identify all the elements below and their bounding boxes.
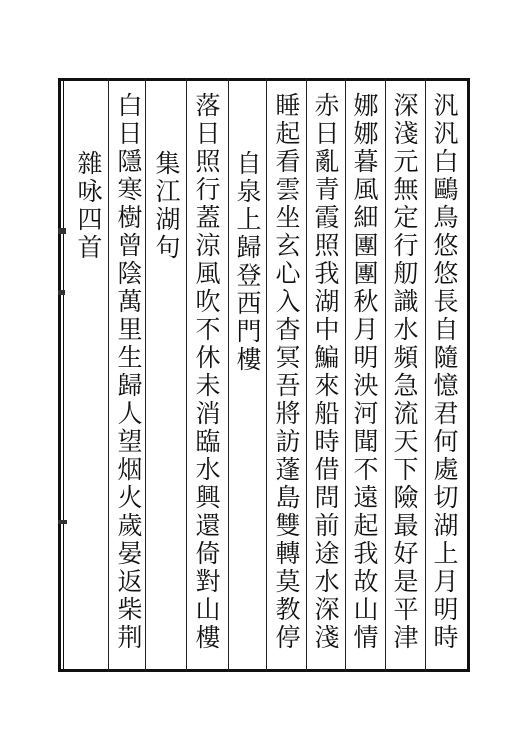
column-rule [425,78,426,672]
ink-mark [58,290,65,295]
text-column-4: 赤日亂青霞照我湖中鯿來船時借問前途水深淺 [311,92,340,652]
text-column-2: 深淺元無定行舠識水頻急流天下險最好是平津 [390,92,419,652]
section-title: 雜咏四首 [74,150,103,262]
page-margin-strip [58,78,64,672]
column-rule [145,78,146,672]
column-rule [385,78,386,672]
text-column-5: 睡起看雲坐玄心入杳冥吾將訪蓬島雙轉莫教停 [272,92,301,652]
text-column-9: 白日隱寒樹曾陰萬里生歸人望烟火歲晏返柴荆 [114,92,143,652]
text-column-3: 娜娜暮風細團團秋月明泱河聞不遠起我故山情 [350,92,379,652]
text-column-7: 落日照行蓋涼風吹不休未消臨水興還倚對山樓 [192,92,221,652]
column-rule [228,78,229,672]
column-rule [186,78,187,672]
ink-mark [58,228,66,234]
poem-title: 自泉上歸登西門樓 [233,150,262,374]
poem-title: 集江湖句 [152,150,181,262]
column-rule [108,78,109,672]
column-rule [306,78,307,672]
text-column-1: 汎汎白鷗鳥悠悠長自隨憶君何處切湖上月明時 [430,92,459,652]
ink-mark [58,520,67,524]
column-rule [266,78,267,672]
column-rule [345,78,346,672]
